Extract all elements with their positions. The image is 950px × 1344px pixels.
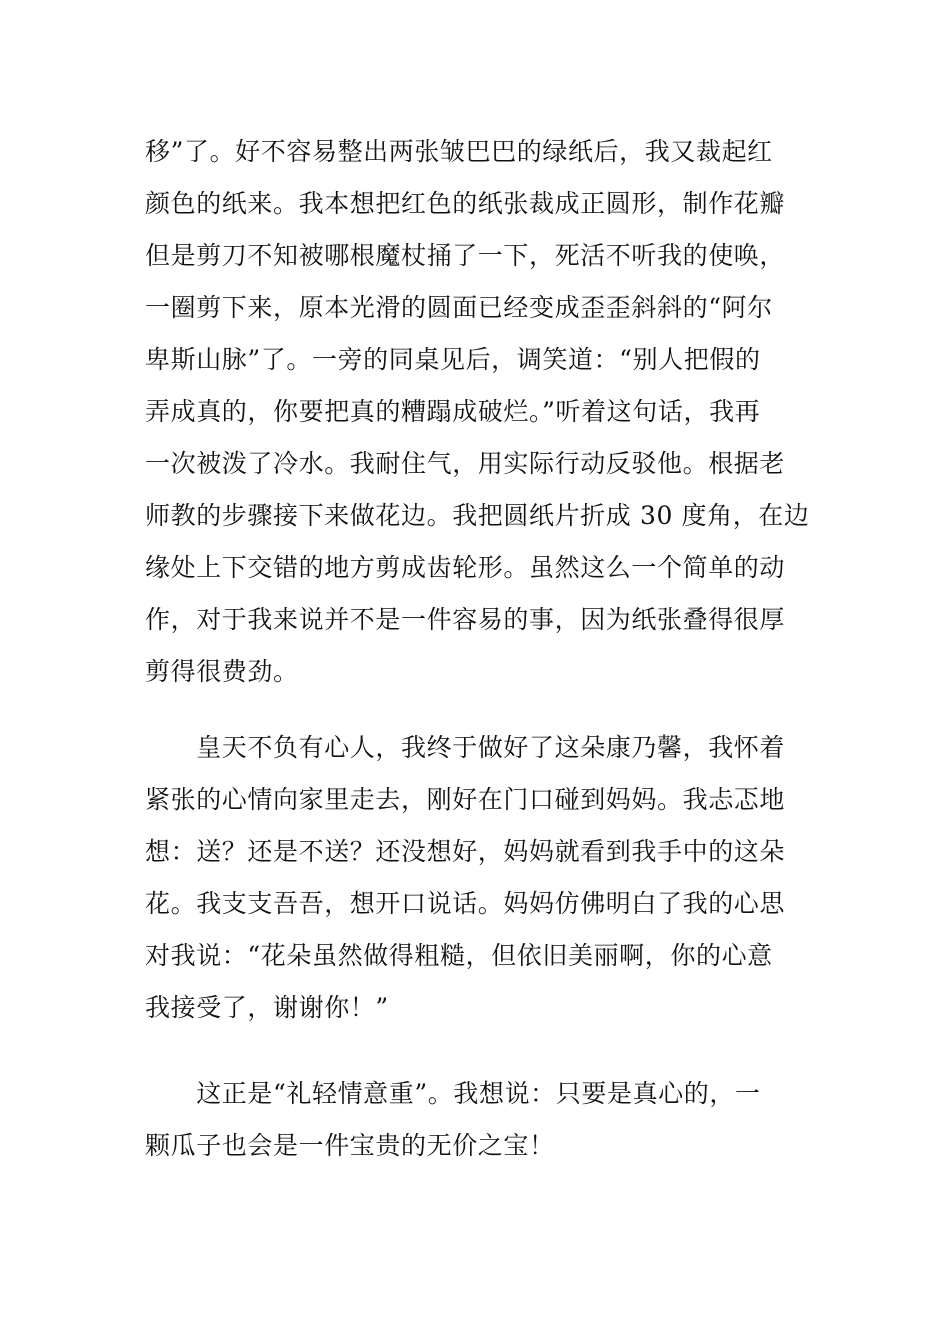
text-line: 一圈剪下来，原本光滑的圆面已经变成歪歪斜斜的“阿尔: [145, 293, 773, 322]
text-line: 紧张的心情向家里走去，刚好在门口碰到妈妈。我忐忑地: [145, 785, 786, 814]
text-line: 一次被泼了冷水。我耐住气，用实际行动反驳他。根据老: [145, 449, 786, 478]
text-line: 但是剪刀不知被哪根魔杖捅了一下，死活不听我的使唤，: [145, 241, 786, 270]
text-line: 想：送？还是不送？还没想好，妈妈就看到我手中的这朵: [145, 837, 786, 866]
text-line: 移”了。好不容易整出两张皱巴巴的绿纸后，我又裁起红: [145, 137, 773, 166]
text-line: 剪得很费劲。: [145, 657, 299, 686]
text-line: 作，对于我来说并不是一件容易的事，因为纸张叠得很厚: [145, 605, 786, 634]
text-line: 弄成真的，你要把真的糟蹋成破烂。”听着这句话，我再: [145, 397, 761, 426]
text-line: 师教的步骤接下来做花边。我把圆纸片折成 30 度角，在边: [145, 501, 810, 530]
text-line: 颗瓜子也会是一件宝贵的无价之宝！: [145, 1131, 555, 1160]
paragraph-2: [145, 722, 815, 1034]
text-line: 花。我支支吾吾，想开口说话。妈妈仿佛明白了我的心思: [145, 889, 786, 918]
text-line: 皇天不负有心人，我终于做好了这朵康乃馨，我怀着: [145, 733, 786, 762]
text-line: 卑斯山脉”了。一旁的同桌见后，调笑道：“别人把假的: [145, 345, 761, 374]
text-line: 缘处上下交错的地方剪成齿轮形。虽然这么一个简单的动: [145, 553, 786, 582]
paragraph-3: [145, 1068, 815, 1172]
text-line: 对我说：“花朵虽然做得粗糙，但依旧美丽啊，你的心意: [145, 941, 773, 970]
text-line: 颜色的纸来。我本想把红色的纸张裁成正圆形，制作花瓣: [145, 189, 786, 218]
text-line: 这正是“礼轻情意重”。我想说：只要是真心的，一: [145, 1079, 761, 1108]
paragraph-1: [145, 126, 815, 698]
text-line: 我接受了，谢谢你！”: [145, 993, 389, 1022]
